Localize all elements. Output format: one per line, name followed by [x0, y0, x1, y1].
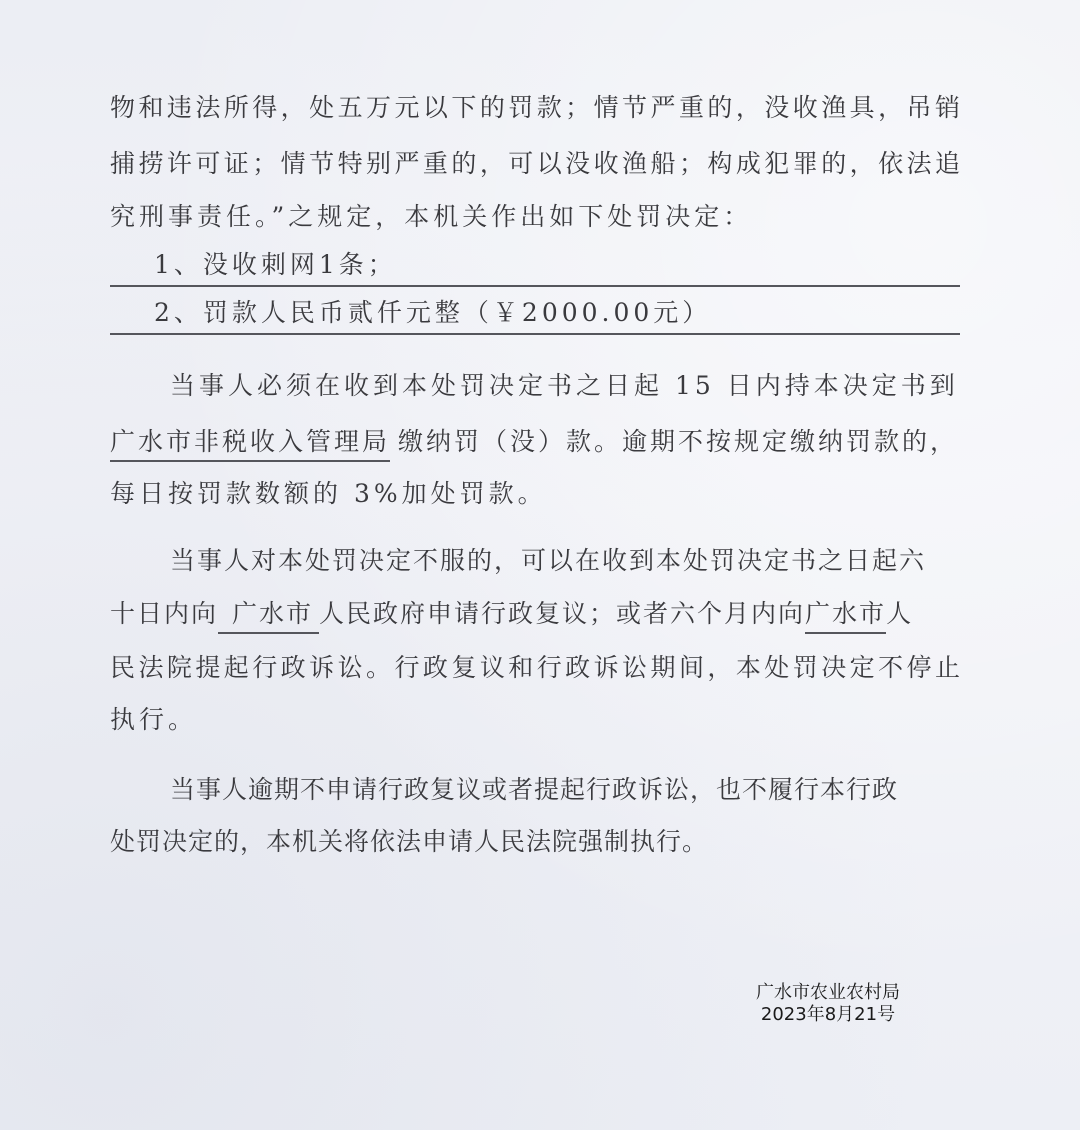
- decision-item-1: 1、没收刺网1条；: [154, 250, 397, 279]
- appeal-line-2-end: 人: [886, 599, 914, 628]
- decision-item-2-row: [110, 293, 960, 335]
- appeal-line-2-prefix: 十日内向: [110, 599, 219, 628]
- payment-line-1: 当事人必须在收到本处罚决定书之日起 15 日内持本决定书到: [170, 371, 959, 400]
- payment-line-2: [110, 422, 960, 462]
- appeal-line-4: 执行。: [110, 705, 198, 734]
- decision-item-1-row: [110, 245, 960, 287]
- signature-date: 2023年8月21号: [760, 1004, 896, 1025]
- payment-office-blank: 广水市非税收入管理局: [110, 424, 390, 462]
- body-line-2: 捕捞许可证；情节特别严重的，可以没收渔船；构成犯罪的，依法追: [110, 149, 960, 178]
- enforcement-line-2: 处罚决定的，本机关将依法申请人民法院强制执行。: [110, 827, 709, 856]
- payment-line-3: 每日按罚款数额的 3%加处罚款。: [110, 479, 547, 508]
- appeal-line-2: [110, 594, 960, 634]
- payment-line-2-rest: 缴纳罚（没）款。逾期不按规定缴纳罚款的，: [398, 427, 959, 456]
- appeal-line-3: 民法院提起行政诉讼。行政复议和行政诉讼期间，本处罚决定不停止: [110, 653, 960, 682]
- appeal-line-2-mid: 人民政府申请行政复议；或者六个月内向: [319, 599, 806, 628]
- signature-org: 广水市农业农村局: [756, 982, 900, 1003]
- appeal-gov-blank: 广水市: [218, 596, 319, 634]
- appeal-court-blank: 广水市: [805, 596, 886, 634]
- body-line-1: 物和违法所得，处五万元以下的罚款；情节严重的，没收渔具，吊销: [110, 93, 960, 122]
- appeal-line-1: 当事人对本处罚决定不服的，可以在收到本处罚决定书之日起六: [170, 546, 927, 575]
- decision-item-2: 2、罚款人民币贰仟元整（￥2000.00元）: [154, 298, 712, 327]
- enforcement-line-1: 当事人逾期不申请行政复议或者提起行政诉讼，也不履行本行政: [170, 775, 899, 804]
- body-line-3: 究刑事责任。”之规定，本机关作出如下处罚决定：: [110, 202, 753, 231]
